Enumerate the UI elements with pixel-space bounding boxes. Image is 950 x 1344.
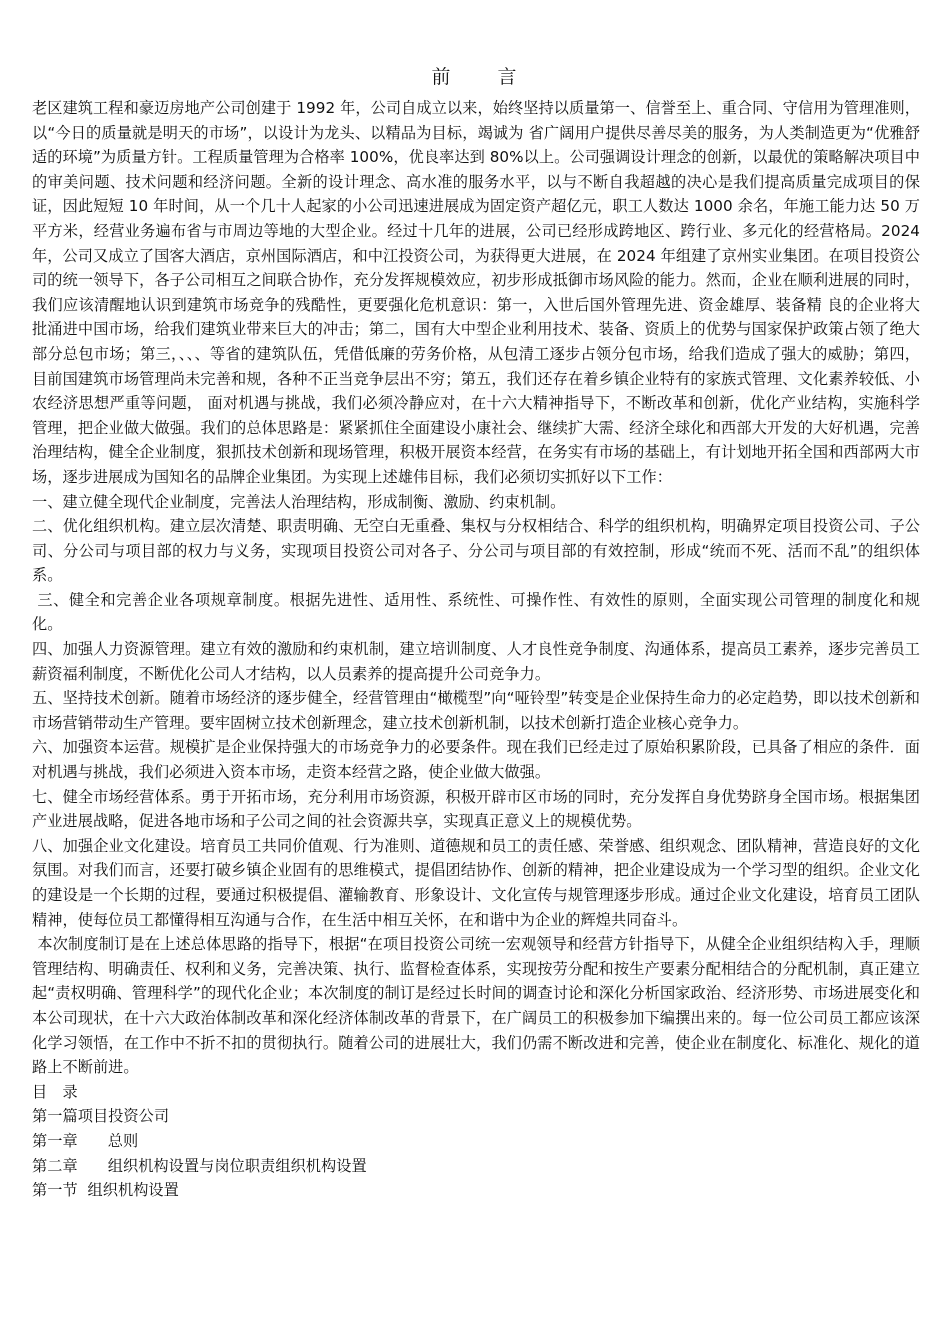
preface-item-2: 二、优化组织机构。建立层次清楚、职责明确、无空白无重叠、集权与分权相结合、科学的组织机构，明确界定项目投资公司、子公司、分公司与项目部的权力与义务，实现项目投资公司对各子、分公司与项目部的有效控制，形成“统而不死、活而不乱”的组织体系。 (32, 517, 920, 585)
preface-item-7: 七、健全市场经营体系。勇于开拓市场，充分利用市场资源，积极开辟市区市场的同时，充分发挥自身优势跻身全国市场。根据集团产业进展战略，促进各地市场和子公司之间的社会资源共享，实现真正意义上的规模优势。 (32, 787, 920, 831)
preface-item-6: 六、加强资本运营。规模扩是企业保持强大的市场竞争力的必要条件。现在我们已经走过了原始积累阶段，已具备了相应的条件．面对机遇与挑战，我们必须进入资本市场，走资本经营之路，使企业做大做强。 (32, 738, 920, 782)
toc-chapter-2 (32, 1154, 920, 1179)
preface-item-1: 一、建立健全现代企业制度，完善法人治理结构，形成制衡、激励、约束机制。 (32, 492, 566, 511)
toc-section-1 (32, 1178, 920, 1203)
preface-item-4: 四、加强人力资源管理。建立有效的激励和约束机制，建立培训制度、人才良性竞争制度、沟通体系，提高员工素养，逐步完善员工薪资福利制度，不断优化公司人才结构，以人员素养的提高提升公司竞争力。 (32, 640, 920, 683)
preface-item-8: 八、加强企业文化建设。培育员工共同价值观、行为准则、道德规和员工的责任感、荣誉感、组织观念、团队精神，营造良好的文化氛围。对我们而言，还要打破乡镇企业固有的思维模式，提倡团结协作、创新的精神，把企业建设成为一个学习型的组织。企业文化的建设是一个长期的过程，要通过积极提倡、灌输教育、形象设计、文化宣传与规管理逐步形成。通过企业文化建设，培育员工团队精神，使每位员工都懂得相互沟通与合作，在生活中相互关怀，在和谐中为企业的辉煌共同奋斗。 (32, 836, 920, 929)
toc-heading: 目 录 (32, 1082, 78, 1101)
toc-part: 第一篇项目投资公司 (32, 1107, 170, 1126)
preface-closing-paragraph: 本次制度制订是在上述总体思路的指导下，根据“在项目投资公司统一宏观领导和经营方针指导下，从健全企业组织结构入手，理顺管理结构、明确责任、权利和义务，完善决策、执行、监督检查体系，实现按劳分配和按生产要素分配相结合的分配机制，真正建立起“责权明确、管理科学”的现代化企业；本次制度的制订是经过长时间的调查讨论和深化分析国家政治、经济形势、市场进展变化和本公司现状，在十六大政治体制改革和深化经济体制改革的背景下，在广阔员工的积极参加下编撰出来的。每一位公司员工都应该深化学习领悟，在工作中不折不扣的贯彻执行。随着公司的进展壮大，我们仍需不断改进和完善，使企业在制度化、标准化、规化的道路上不断前进。 (32, 935, 920, 1077)
document-page (32, 62, 920, 1203)
preface-paragraph-intro: 老区建筑工程和豪迈房地产公司创建于 1992 年，公司自成立以来，始终坚持以质量第一、信誉至上、重合同、守信用为管理准则，以“今日的质量就是明天的市场”，以设计为龙头、以精品为目标，竭诚为 省广阔用户提供尽善尽美的服务，为人类制造更为“优雅舒适的环境”为质量方针。工程质量管理为合格率 100%，优良率达到 80%以上。公司强调设计理念的创新，以最优的策略解决项目中的审美问题、技术问题和经济问题。全新的设计理念、高水准的服务水平，以与不断自我超越的决心是我们提高质量完成项目的保证，因此短短 10 年时间，从一个几十人起家的小公司迅速进展成为固定资产超亿元，职工人数达 1000 余名，年施工能力达 50 万平方米，经营业务遍布省与市周边等地的大型企业。经过十几年的进展，公司已经形成跨地区、跨行业、多元化的经营格局。2024 年，公司又成立了国客大酒店，京州国际酒店，和中江投资公司，为获得更大进展，在 2024 年组建了京州实业集团。在项目投资公司的统一领导下，各子公司相互之间联合协作，充分发挥规模效应，初步形成抵御市场风险的能力。然而，企业在顺利进展的同时，我们应该清醒地认识到建筑市场竞争的残酷性，更要强化危机意识：第一，入世后国外管理先进、资金雄厚、装备精 良的企业将大批涌进中国市场，给我们建筑业带来巨大的冲击；第二，国有大中型企业利用技术、装备、资质上的优势与国家保护政策占领了绝大部分总包市场；第三，、、、等省的建筑队伍，凭借低廉的劳务价格，从包清工逐步占领分包市场，给我们造成了强大的威胁；第四，目前国建筑市场管理尚未完善和规，各种不正当竞争层出不穷；第五，我们还存在着乡镇企业特有的家族式管理、文化素养较低、小农经济思想严重等问题， 面对机遇与挑战，我们必须冷静应对，在十六大精神指导下，不断改革和创新，优化产业结构，实施科学管理，把企业做大做强。我们的总体思路是：紧紧抓住全面建设小康社会、继续扩大需、经济全球化和西部大开发的大好机遇，完善治理结构，健全企业制度，狠抓技术创新和现场管理，积极开展资本经营，在务实有市场的基础上，有计划地开拓全国和西部两大市场，逐步进展成为国知名的品牌企业集团。为实现上述雄伟目标，我们必须切实抓好以下工作： (32, 99, 920, 486)
toc-chapter-1 (32, 1129, 920, 1154)
toc-chapter-title: 组织机构设置与岗位职责组织机构设置 (107, 1156, 367, 1175)
toc-chapter-number: 第二章 (32, 1156, 78, 1175)
preface-item-5: 五、坚持技术创新。随着市场经济的逐步健全，经营管理由“橄榄型”向“哑铃型”转变是企业保持生命力的必定趋势，即以技术创新和市场营销带动生产管理。要牢固树立技术创新理念，建立技术创新机制，以技术创新打造企业核心竞争力。 (32, 689, 920, 732)
preface-item-3: 三、健全和完善企业各项规章制度。根据先进性、适用性、系统性、可操作性、有效性的原则，全面实现公司管理的制度化和规化。 (32, 590, 920, 634)
table-of-contents (32, 1080, 920, 1203)
toc-chapter-number: 第一章 (32, 1131, 78, 1150)
toc-section-number: 第一节 (32, 1181, 78, 1200)
page-title: 前 言 (431, 66, 531, 88)
toc-section-title: 组织机构设置 (87, 1181, 179, 1200)
toc-chapter-title: 总则 (107, 1131, 139, 1150)
